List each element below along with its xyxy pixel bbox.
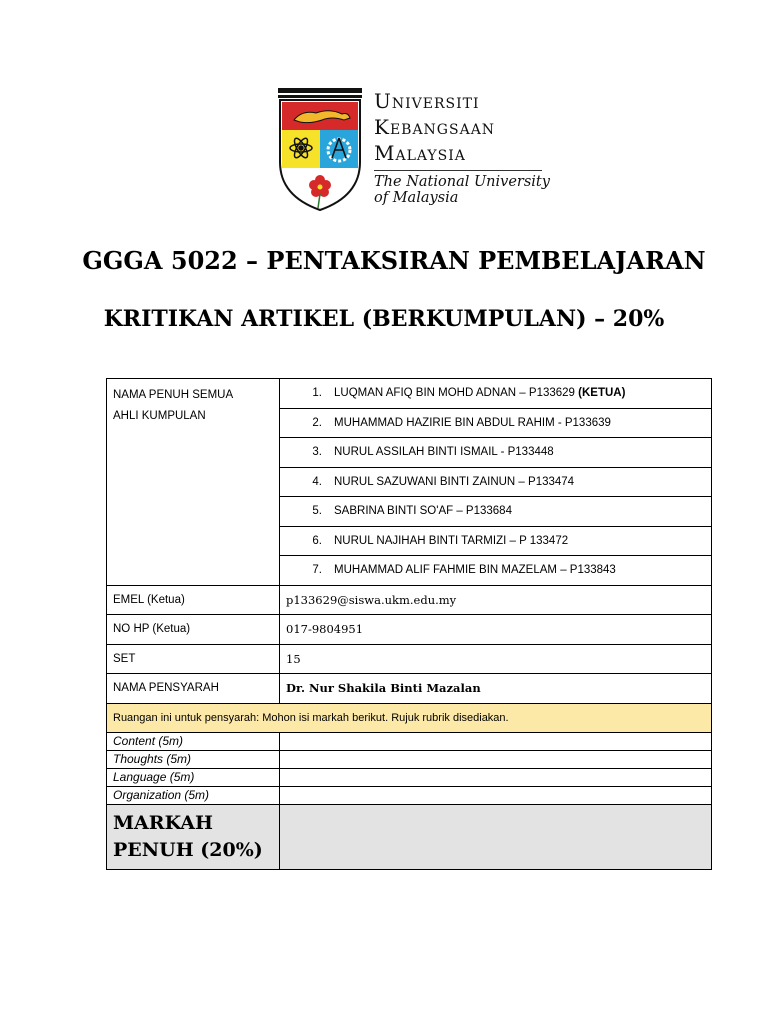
member-number: 2. bbox=[312, 416, 322, 429]
email-value: p133629@siswa.ukm.edu.my bbox=[280, 585, 712, 615]
member-item bbox=[280, 408, 712, 438]
criteria-mark-cell[interactable] bbox=[280, 768, 712, 786]
total-marks-label bbox=[107, 804, 280, 869]
member-number: 4. bbox=[312, 475, 322, 488]
member-item bbox=[280, 497, 712, 527]
total-marks-cell[interactable] bbox=[280, 804, 712, 869]
assignment-title: KRITIKAN ARTIKEL (BERKUMPULAN) – 20% bbox=[103, 306, 665, 332]
criteria-label: Language (5m) bbox=[107, 768, 280, 786]
university-name bbox=[374, 88, 550, 206]
member-name: MUHAMMAD ALIF FAHMIE BIN MAZELAM – P133843 bbox=[334, 564, 616, 577]
university-english-line1: The National University bbox=[374, 174, 550, 190]
set-label: SET bbox=[107, 644, 280, 674]
members-label bbox=[107, 379, 280, 586]
set-value: 15 bbox=[280, 644, 712, 674]
phone-value: 017-9804951 bbox=[280, 615, 712, 645]
university-logo bbox=[272, 86, 562, 216]
university-english-line2: of Malaysia bbox=[374, 190, 459, 206]
university-name-line1: Universiti bbox=[374, 89, 480, 113]
member-name: MUHAMMAD HAZIRIE BIN ABDUL RAHIM - P133639 bbox=[334, 416, 611, 429]
members-label-line1: NAMA PENUH SEMUA bbox=[113, 389, 234, 401]
criteria-label: Content (5m) bbox=[107, 732, 280, 750]
lecturer-note: Ruangan ini untuk pensyarah: Mohon isi markah berikut. Rujuk rubrik disediakan. bbox=[107, 703, 712, 732]
university-name-line2: Kebangsaan bbox=[374, 115, 496, 139]
criteria-label: Organization (5m) bbox=[107, 786, 280, 804]
members-label-line2: AHLI KUMPULAN bbox=[113, 410, 206, 422]
criteria-mark-cell[interactable] bbox=[280, 750, 712, 768]
member-name: NURUL SAZUWANI BINTI ZAINUN – P133474 bbox=[334, 475, 575, 488]
criteria-mark-cell[interactable] bbox=[280, 732, 712, 750]
lecturer-value: Dr. Nur Shakila Binti Mazalan bbox=[280, 674, 712, 704]
total-label-line2: PENUH (20%) bbox=[113, 838, 263, 861]
logo-divider bbox=[374, 170, 542, 171]
ukm-crest-icon bbox=[272, 86, 368, 214]
email-label: EMEL (Ketua) bbox=[107, 585, 280, 615]
member-item bbox=[280, 379, 712, 409]
member-number: 6. bbox=[312, 534, 322, 547]
member-item bbox=[280, 556, 712, 586]
phone-label: NO HP (Ketua) bbox=[107, 615, 280, 645]
member-name: NURUL ASSILAH BINTI ISMAIL - P133448 bbox=[334, 446, 554, 459]
leader-tag: (KETUA) bbox=[578, 387, 626, 400]
member-number: 5. bbox=[312, 505, 322, 518]
cover-form-table bbox=[106, 378, 712, 870]
total-label-line1: MARKAH bbox=[113, 811, 214, 834]
member-item bbox=[280, 526, 712, 556]
member-name: NURUL NAJIHAH BINTI TARMIZI – P 133472 bbox=[334, 534, 569, 547]
criteria-mark-cell[interactable] bbox=[280, 786, 712, 804]
lecturer-label: NAMA PENSYARAH bbox=[107, 674, 280, 704]
member-name: SABRINA BINTI SO'AF – P133684 bbox=[334, 505, 512, 518]
member-item bbox=[280, 438, 712, 468]
course-title: GGGA 5022 – PENTAKSIRAN PEMBELAJARAN bbox=[82, 246, 706, 275]
member-number: 1. bbox=[312, 387, 322, 400]
criteria-label: Thoughts (5m) bbox=[107, 750, 280, 768]
member-number: 7. bbox=[312, 564, 322, 577]
member-number: 3. bbox=[312, 446, 322, 459]
member-name: LUQMAN AFIQ BIN MOHD ADNAN – P133629 bbox=[334, 387, 575, 400]
member-item bbox=[280, 467, 712, 497]
university-name-line3: Malaysia bbox=[374, 141, 466, 165]
